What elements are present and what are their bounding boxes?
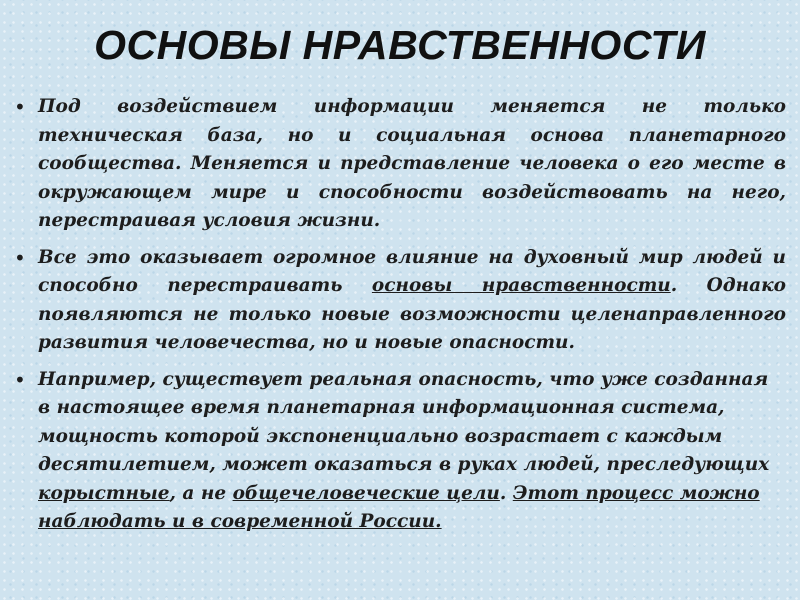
bullet-item-1 (14, 93, 786, 236)
bullet-2-after: . Однако появляются не только новые возможности целенаправленного развития человечества, но и новые опасности. (38, 275, 786, 353)
bullet-item-3 (14, 366, 786, 537)
bullet-3-between: . (499, 482, 513, 504)
bullet-3-before: Например, существует реальная опасность, что уже созданная в настоящее время планетарная информационная система, мощность которой экспоненциально возрастает с каждым десятилетием, может оказаться в руках людей, преследующих (38, 368, 770, 475)
bullet-2-before: Все это оказывает огромное влияние на духовный мир людей и способно перестраивать (38, 246, 786, 296)
slide-title: ОСНОВЫ НРАВСТВЕННОСТИ (94, 22, 706, 68)
bullet-list (14, 93, 786, 545)
bullet-3-middle: , а не (169, 482, 233, 504)
link-moral-foundations[interactable]: основы нравственности (371, 275, 671, 296)
bullet-marker: • (14, 95, 26, 119)
bullet-item-2 (14, 244, 786, 358)
link-universal-goals[interactable]: общечеловеческие цели (232, 482, 500, 504)
bullet-text-1: Под воздействием информации меняется не только техническая база, но и социальная основа планетарного сообщества. Меняется и представление человека о его месте в окружающем мире и способности воздействовать на него, перестраивая условия жизни. (38, 96, 786, 231)
bullet-marker: • (14, 245, 26, 270)
link-modern-russia[interactable]: Этот процесс можно наблюдать и в современной России. (38, 482, 760, 532)
bullet-text-2 (38, 244, 786, 358)
bullet-marker: • (14, 367, 26, 392)
link-selfish[interactable]: корыстные (38, 482, 170, 504)
bullet-text-3 (38, 366, 786, 537)
